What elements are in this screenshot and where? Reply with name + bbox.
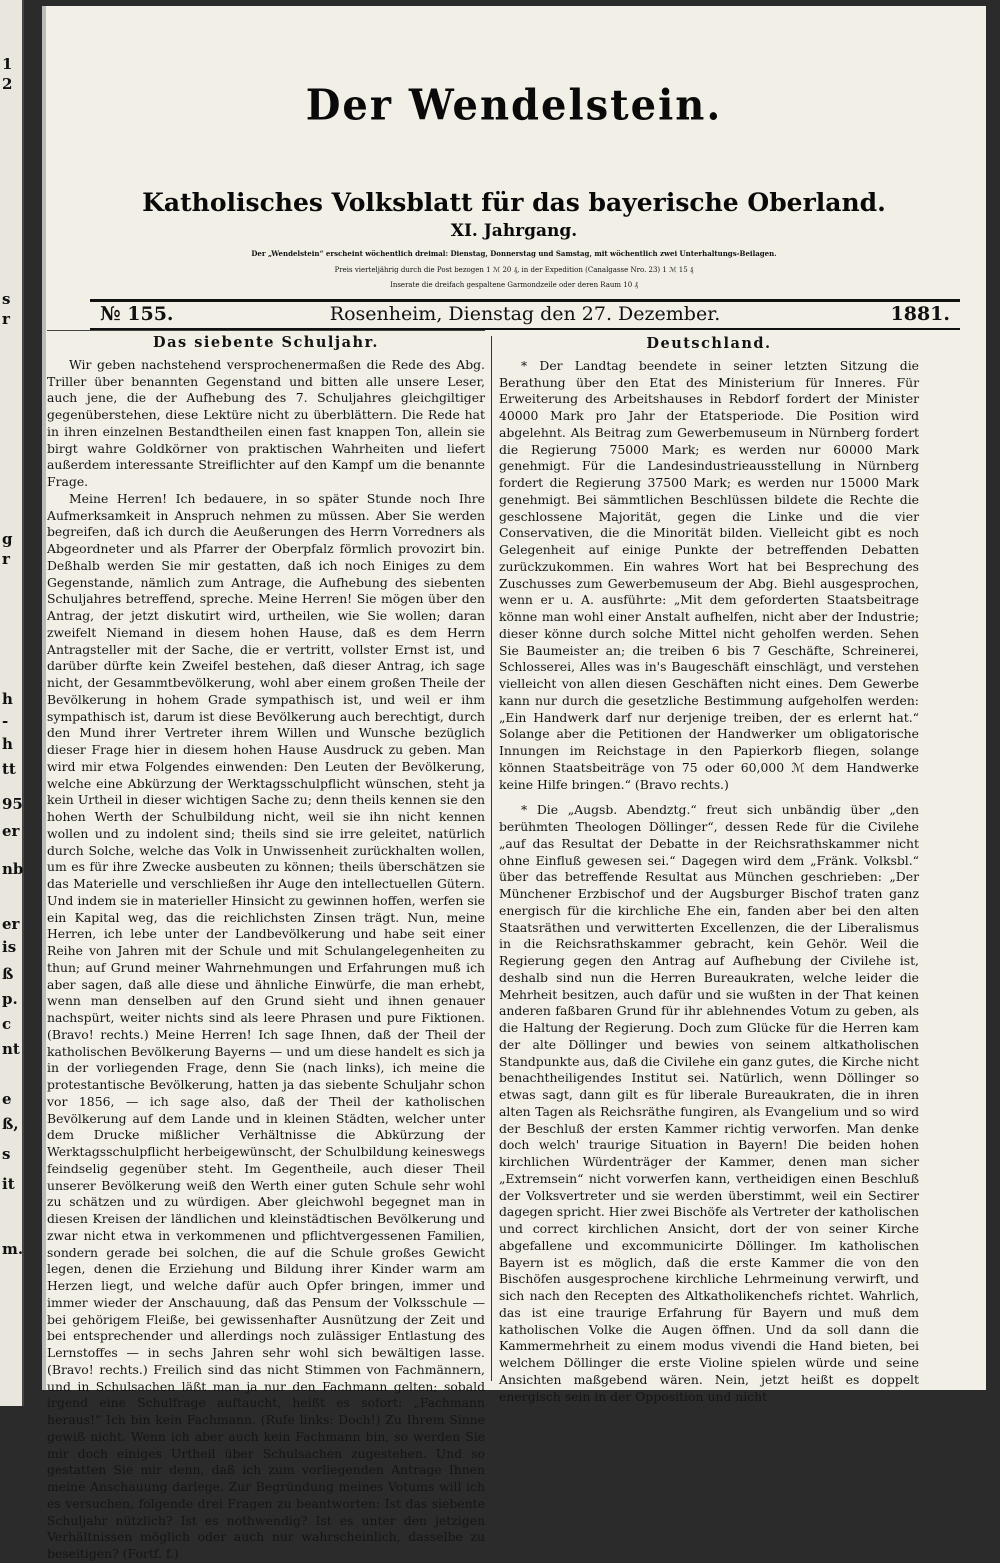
adjacent-page-fragment: ß xyxy=(2,965,14,983)
right-section-heading: Deutschland. xyxy=(646,335,772,352)
adjacent-page-fragment: p. xyxy=(2,990,18,1008)
adjacent-page-fragment: c xyxy=(2,1015,12,1033)
adjacent-page-fragment: e xyxy=(2,1090,12,1108)
adjacent-page-fragment: - xyxy=(2,712,9,730)
adjacent-page-fragment: tt xyxy=(2,760,16,778)
adjacent-page-fragment: r xyxy=(2,550,10,568)
adjacent-page-strip xyxy=(0,0,24,1406)
place-date: Rosenheim, Dienstag den 27. Dezember. xyxy=(329,303,721,325)
dateline xyxy=(100,303,950,327)
adjacent-page-fragment: ß, xyxy=(2,1115,19,1133)
price-info: Preis vierteljährig durch die Post bezogen 1 ℳ 20 ₰, in der Expedition (Canalgasse Nro. 23) 1 ℳ 15 ₰ xyxy=(334,266,694,274)
adjacent-page-fragment: h xyxy=(2,690,13,708)
left-column xyxy=(47,330,485,1561)
adjacent-page-fragment: h xyxy=(2,735,13,753)
article-paragraph: * Der Landtag beendete in seiner letzten Sitzung die Berathung über den Etat des Ministerium für Inneres. Für Erweiterung des Arbeitshauses in Rebdorf fordert der Minister 40000 Mark pro Jahr der Etatsperiode. Die Position wird abgelehnt. Als Beitrag zum Gewerbemuseum in Nürnberg fordert die Regierung 75000 Mark; es werden nur 60000 Mark genehmigt. Für die Landesindustrieausstellung in Nürnberg fordert die Regierung 37500 Mark; es werden nur 15000 Mark genehmigt. Bei sämmtlichen Beschlüssen bildete die Rechte die geschlossene Majorität, gegen die Linke und die vier Conservativen, die die Minorität bilden. Vielleicht gibt es noch Gelegenheit auf einige Punkte der betreffenden Debatten zurückzukommen. Ein wahres Wort hat bei Besprechung des Zuschusses zum Gewerbemuseum der Abg. Biehl ausgesprochen, wenn er u. A. ausführte: „Mit dem geforderten Staatsbeitrage könne man wohl einer Anstalt aufhelfen, nicht aber der Industrie; dieser könne durch solche Mittel nicht geholfen werden. Sehen Sie Baumeister an; die treiben 6 bis 7 Geschäfte, Schreinerei, Schlosserei, Alles was in's Baugeschäft einschlägt, und verstehen vielleicht von allen diesen Geschäften nicht eines. Dem Gewerbe kann nur durch die gesetzliche Bestimmung aufgeholfen werden: „Ein Handwerk darf nur derjenige treiben, der es erlernt hat.“ Solange aber die Petitionen der Handwerker um obligatorische Innungen im Reichstage in den Papierkorb fliegen, solange können Staatsbeiträge von 75 oder 60,000 ℳ dem Handwerke keine Hilfe bringen.“ (Bravo rechts.) xyxy=(499,357,919,792)
right-column xyxy=(499,330,919,1404)
adjacent-page-fragment: s xyxy=(2,290,11,308)
adjacent-page-fragment: m. xyxy=(2,1240,24,1258)
adjacent-page-fragment: 2 xyxy=(2,75,13,93)
masthead-subtitle: Katholisches Volksblatt für das bayerische Oberland. xyxy=(142,188,886,217)
adjacent-page-fragment: er xyxy=(2,915,20,933)
publication-info: Der „Wendelstein“ erscheint wöchentlich dreimal: Dienstag, Donnerstag und Samstag, mit wöchentlich zwei Unterhaltungs-Beilagen. xyxy=(251,249,777,258)
article-paragraph: * Die „Augsb. Abendztg.“ freut sich unbändig über „den berühmten Theologen Döllinger“, dessen Rede für die Civilehe „auf das Resultat der Debatte in der Reichsrathskammer nicht ohne Einfluß gewesen sei.“ Dagegen wird dem „Fränk. Volksbl.“ über das betreffende Resultat aus München geschrieben: „Der Münchener Erzbischof und der Augsburger Bischof traten ganz energisch für die kirchliche Ehe ein, fanden aber bei den alten Staatsräthen und verwitterten Excellenzen, die der Liberalismus in die Reichsrathskammer gebracht, kein Gehör. Weil die Regierung gegen den Antrag auf Aufhebung der Civilehe ist, deshalb sind nun die Herren Bureaukraten, welche leider die Mehrheit besitzen, auch dafür und sie wußten in der That keinen anderen faßbaren Grund für ihr ablehnendes Votum zu geben, als die Haltung der Regierung. Doch zum Glücke für die Herren kam der alte Döllinger und bewies von seinem altkatholischen Standpunkte aus, daß die Civilehe ein ganz gutes, die Kirche nicht benachtheiligendes Institut sei. Natürlich, wenn Döllinger so etwas sagt, dann gilt es für liberale Bureaukraten, die in ihren alten Tagen als Reichsräthe fungiren, als Evangelium und so wird der Beschluß der ersten Kammer richtig verworfen. Man denke doch welch' traurige Situation in Bayern! Die beiden hohen kirchlichen Würdenträger der Kammer, denen man sicher „Extremsein“ nicht vorwerfen kann, vertheidigen einen Beschluß der Volksvertreter und sie werden überstimmt, weil ein Sectirer dagegen spricht. Hier zwei Bischöfe als Vertreter der katholischen und correct kirchlichen Ansicht, dort der von seiner Kirche abgefallene und excommunicirte Döllinger. Im katholischen Bayern ist es möglich, daß die erste Kammer die von den Bischöfen ausgesprochene kirchliche Lehrmeinung verwirft, und sich nach den Recepten des Altkatholikenchefs richtet. Wahrlich, das ist eine traurige Erfahrung für Bayern und muß dem katholischen Volke die Augen öffnen. Und da soll dann die Kammermehrheit zu einem modus vivendi die Hand bieten, bei welchem Döllinger die erste Violine spielen würde und seine Ansichten maßgebend wären. Nein, jetzt heißt es doppelt energisch sein in der Opposition und nicht xyxy=(499,802,919,1404)
article-paragraph: Meine Herren! Ich bedauere, in so später Stunde noch Ihre Aufmerksamkeit in Anspruch nehmen zu müssen. Aber Sie werden begreifen, daß ich durch die Aeußerungen des Herrn Vorredners als Abgeordneter und als Pfarrer der Oberpfalz förmlich provozirt bin. Deßhalb werden Sie mir gestatten, daß ich noch Einiges zu dem Gegenstande, nämlich zum Antrage, die Aufhebung des siebenten Schuljahres betreffend, spreche. Meine Herren! Sie mögen über den Antrag, der jetzt diskutirt wird, urtheilen, wie Sie wollen; daran zweifelt Niemand in diesem hohen Hause, daß es dem Herrn Antragsteller mit der Sache, die er vertritt, vollster Ernst ist, und darüber dürfte kein Zweifel bestehen, daß dieser Antrag, ich sage nicht, der Gesammtbevölkerung, wohl aber einem großen Theile der Bevölkerung in hohem Grade sympathisch ist, und weil er ihm sympathisch ist, darum ist diese Bevölkerung auch berechtigt, durch den Mund ihrer Vertreter ihrem Willen und Wunsche bezüglich dieser Frage hier in diesem hohen Hause Ausdruck zu geben. Man wird mir etwa Folgendes einwenden: Den Leuten der Bevölkerung, welche eine Abkürzung der Werktagsschulpflicht wünschen, steht ja kein Urtheil in dieser wichtigen Sache zu; denn theils kennen sie den hohen Werth der Schulbildung nicht, weil sie ihn nicht kennen wollen und zu indolent sind; theils sind sie irre geleitet, natürlich durch Solche, welche das Volk in Unwissenheit zurückhalten wollen, um es für ihre Zwecke ausbeuten zu können; theils überschätzen sie das Materielle und verschließen ihr Auge den intellectuellen Gütern. Und indem sie in materieller Hinsicht zu gewinnen hoffen, werfen sie ein Kapital weg, das die reichlichsten Zinsen trägt. Nun, meine Herren, ich lebe unter der Landbevölkerung und habe seit einer Reihe von Jahren mit der Schule und mit Schulangelegenheiten zu thun; auf Grund meiner Wahrnehmungen und Erfahrungen muß ich aber sagen, daß alle diese und ähnliche Einwürfe, die man erhebt, wenn man denselben auf den Grund sieht und ihnen genauer nachspürt, weiter nichts sind als leere Phrasen und pure Fiktionen. (Bravo! rechts.) Meine Herren! Ich sage Ihnen, daß der Theil der katholischen Bevölkerung Bayerns — und um diese handelt es sich ja in der vorliegenden Frage, denn Sie (nach links), ich meine die protestantische Bevölkerung, hatten ja das siebente Schuljahr schon vor 1856, — ich sage also, daß der Theil der katholischen Bevölkerung auf dem Lande und in kleinen Städten, welcher unter dem Drucke mißlicher Verhältnisse die Abkürzung der Werktagsschulpflicht herbeigewünscht, der Schulbildung keineswegs feindselig gegenüber steht. Im Gegentheile, auch dieser Theil unserer Bevölkerung weiß den Werth einer guten Schule sehr wohl zu schätzen und zu würdigen. Aber gleichwohl begegnet man in diesen Kreisen der ländlichen und kleinstädtischen Bevölkerung und zwar nicht etwa in verkommenen und pflichtvergessenen Familien, sondern gerade bei solchen, die auf die Schule großes Gewicht legen, denen die Erziehung und Bildung ihrer Kinder warm am Herzen liegt, und welche dafür auch Opfer bringen, immer und immer wieder der Anschauung, daß das Pensum der Volksschule — bei gehörigem Fleiße, bei gewissenhafter Ausnützung der Zeit und bei entsprechender und allerdings noch zulässiger Entlastung des Lernstoffes — in sechs Jahren sehr wohl sich bewältigen lasse. (Bravo! rechts.) Freilich sind das nicht Stimmen von Fachmännern, und in Schulsachen läßt man ja nur den Fachmann gelten; sobald irgend eine Schulfrage auftaucht, heißt es sofort: „Fachmann heraus!“ Ich bin kein Fachmann. (Rufe links: Doch!) Zu Ihrem Sinne gewiß nicht. Wenn ich aber auch kein Fachmann bin, so werden Sie mir doch einiges Urtheil über Schulsachen zugestehen. Und so gestatten Sie mir denn, daß ich zum vorliegenden Antrage Ihnen meine Anschauung darlege. Zur Begründung meines Votums will ich es versuchen, folgende drei Fragen zu beantworten: Ist das siebente Schuljahr nützlich? Ist es nothwendig? Ist es unter den jetzigen Verhältnissen möglich oder auch nur wahrscheinlich, dasselbe zu beseitigen? (Fortf. f.) xyxy=(47,490,485,1561)
adjacent-page-fragment: nt xyxy=(2,1040,20,1058)
adjacent-page-fragment: r xyxy=(2,310,10,328)
left-article-heading: Das siebente Schuljahr. xyxy=(47,330,485,352)
adjacent-page-fragment: 1 xyxy=(2,55,13,73)
volume-label: XI. Jahrgang. xyxy=(450,221,578,241)
top-rule xyxy=(90,299,960,302)
adjacent-page-fragment: nb xyxy=(2,860,24,878)
issue-number: № 155. xyxy=(100,303,174,325)
article-paragraph: Wir geben nachstehend versprochenermaßen die Rede des Abg. Triller über benannten Gegenstand und bitten alle unsere Leser, auch jene, die der Aufhebung des 7. Schuljahres gleichgiltiger gegenüberstehen, diese Lektüre nicht zu überblättern. Die Rede hat in ihren einzelnen Bestandtheilen einen fast knappen Ton, allein sie birgt wahre Goldkörner von praktischen Wahrheiten und liefert außerdem interessante Streiflichter auf den Kampf um die benannte Frage. xyxy=(47,356,485,489)
advert-rate-info: Inserate die dreifach gespaltene Garmondzeile oder deren Raum 10 ₰ xyxy=(390,281,638,289)
adjacent-page-fragment: it xyxy=(2,1175,15,1193)
issue-year: 1881. xyxy=(890,303,950,325)
adjacent-page-fragment: s xyxy=(2,1145,11,1163)
adjacent-page-fragment: er xyxy=(2,822,20,840)
adjacent-page-fragment: g xyxy=(2,530,13,548)
masthead-title: Der Wendelstein. xyxy=(305,80,723,131)
adjacent-page-fragment: 95 xyxy=(2,795,23,813)
adjacent-page-fragment: is xyxy=(2,938,17,956)
column-divider xyxy=(491,336,492,1381)
